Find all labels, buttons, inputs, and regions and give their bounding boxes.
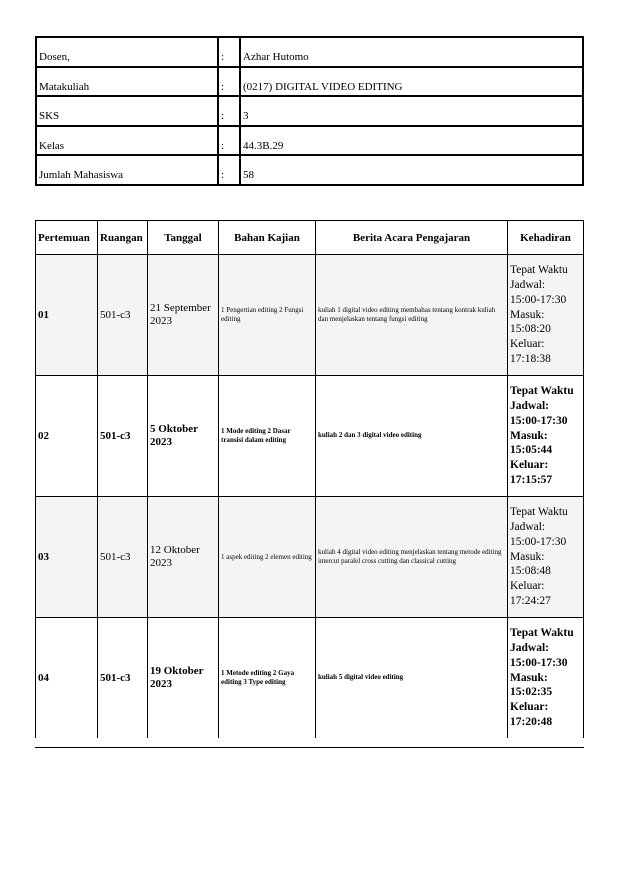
table-bottom-border bbox=[35, 747, 584, 748]
schedule-label: Jadwal: bbox=[510, 278, 546, 291]
status-text: Tepat Waktu bbox=[510, 626, 574, 639]
info-label: SKS bbox=[36, 96, 218, 126]
tanggal-cell: 19 Oktober 2023 bbox=[148, 618, 219, 739]
info-row-dosen bbox=[36, 37, 583, 67]
bahan-cell: 1 Mode editing 2 Dasar transisi dalam editing bbox=[219, 376, 316, 497]
info-value: Azhar Hutomo bbox=[240, 37, 583, 67]
info-separator: : bbox=[218, 37, 240, 67]
info-label: Kelas bbox=[36, 126, 218, 156]
info-value: 3 bbox=[240, 96, 583, 126]
check-in-value: 15:02:35 bbox=[510, 686, 553, 699]
tanggal-cell: 12 Oktober 2023 bbox=[148, 497, 219, 618]
info-value: 44.3B.29 bbox=[240, 126, 583, 156]
info-row-jumlah-mahasiswa bbox=[36, 155, 583, 185]
header-kehadiran: Kehadiran bbox=[508, 221, 584, 255]
check-in-label: Masuk: bbox=[510, 550, 545, 563]
check-in-value: 15:05:44 bbox=[510, 444, 553, 457]
berita-cell: kuliah 5 digital video editing bbox=[316, 618, 508, 739]
pertemuan-cell: 03 bbox=[36, 497, 98, 618]
check-out-label: Keluar: bbox=[510, 580, 545, 593]
info-label: Jumlah Mahasiswa bbox=[36, 155, 218, 185]
schedule-label: Jadwal: bbox=[510, 520, 546, 533]
table-row bbox=[36, 255, 584, 376]
header-pertemuan: Pertemuan bbox=[36, 221, 98, 255]
table-row bbox=[36, 376, 584, 497]
info-separator: : bbox=[218, 155, 240, 185]
check-in-value: 15:08:48 bbox=[510, 565, 551, 578]
header-ruangan: Ruangan bbox=[98, 221, 148, 255]
teaching-log-table bbox=[35, 220, 584, 738]
table-row bbox=[36, 618, 584, 739]
schedule-label: Jadwal: bbox=[510, 641, 549, 654]
tanggal-cell: 21 September 2023 bbox=[148, 255, 219, 376]
info-row-kelas bbox=[36, 126, 583, 156]
check-out-value: 17:15:57 bbox=[510, 474, 553, 487]
header-bahan-kajian: Bahan Kajian bbox=[219, 221, 316, 255]
info-value: (0217) DIGITAL VIDEO EDITING bbox=[240, 67, 583, 97]
status-text: Tepat Waktu bbox=[510, 505, 568, 518]
bahan-cell: 1 Metode editing 2 Gaya editing 3 Type editing bbox=[219, 618, 316, 739]
table-header-row bbox=[36, 221, 584, 255]
kehadiran-cell bbox=[508, 497, 584, 618]
berita-cell: kuliah 2 dan 3 digital video editing bbox=[316, 376, 508, 497]
check-out-value: 17:18:38 bbox=[510, 353, 551, 366]
kehadiran-cell bbox=[508, 376, 584, 497]
status-text: Tepat Waktu bbox=[510, 384, 574, 397]
ruangan-cell: 501-c3 bbox=[98, 376, 148, 497]
schedule-label: Jadwal: bbox=[510, 399, 549, 412]
ruangan-cell: 501-c3 bbox=[98, 618, 148, 739]
pertemuan-cell: 01 bbox=[36, 255, 98, 376]
table-row bbox=[36, 497, 584, 618]
info-value: 58 bbox=[240, 155, 583, 185]
info-separator: : bbox=[218, 96, 240, 126]
check-in-label: Masuk: bbox=[510, 429, 548, 442]
info-label: Matakuliah bbox=[36, 67, 218, 97]
header-berita-acara: Berita Acara Pengajaran bbox=[316, 221, 508, 255]
schedule-value: 15:00-17:30 bbox=[510, 414, 568, 427]
check-out-label: Keluar: bbox=[510, 459, 549, 472]
course-info-table bbox=[35, 36, 584, 186]
schedule-value: 15:00-17:30 bbox=[510, 535, 567, 548]
schedule-value: 15:00-17:30 bbox=[510, 293, 567, 306]
header-tanggal: Tanggal bbox=[148, 221, 219, 255]
check-out-value: 17:24:27 bbox=[510, 595, 551, 608]
check-in-label: Masuk: bbox=[510, 671, 548, 684]
check-in-label: Masuk: bbox=[510, 308, 545, 321]
check-out-value: 17:20:48 bbox=[510, 716, 553, 729]
info-row-matakuliah bbox=[36, 67, 583, 97]
kehadiran-cell bbox=[508, 255, 584, 376]
bahan-cell: 1 Pengertian editing 2 Fungsi editing bbox=[219, 255, 316, 376]
ruangan-cell: 501-c3 bbox=[98, 255, 148, 376]
info-row-sks bbox=[36, 96, 583, 126]
status-text: Tepat Waktu bbox=[510, 263, 568, 276]
kehadiran-cell bbox=[508, 618, 584, 739]
schedule-value: 15:00-17:30 bbox=[510, 656, 568, 669]
check-in-value: 15:08:20 bbox=[510, 323, 551, 336]
pertemuan-cell: 04 bbox=[36, 618, 98, 739]
bahan-cell: 1 aspek editing 2 elemen editing bbox=[219, 497, 316, 618]
info-separator: : bbox=[218, 67, 240, 97]
check-out-label: Keluar: bbox=[510, 701, 549, 714]
check-out-label: Keluar: bbox=[510, 338, 545, 351]
info-label: Dosen, bbox=[36, 37, 218, 67]
berita-cell: kuliah 4 digital video editing menjelaskan tentang metode editing intercut paralel cross cutting dan classical cutting bbox=[316, 497, 508, 618]
berita-cell: kuliah 1 digital video editing membahas tentang kontrak kuliah dan menjelaskan tentang fungsi editing bbox=[316, 255, 508, 376]
pertemuan-cell: 02 bbox=[36, 376, 98, 497]
ruangan-cell: 501-c3 bbox=[98, 497, 148, 618]
info-separator: : bbox=[218, 126, 240, 156]
tanggal-cell: 5 Oktober 2023 bbox=[148, 376, 219, 497]
